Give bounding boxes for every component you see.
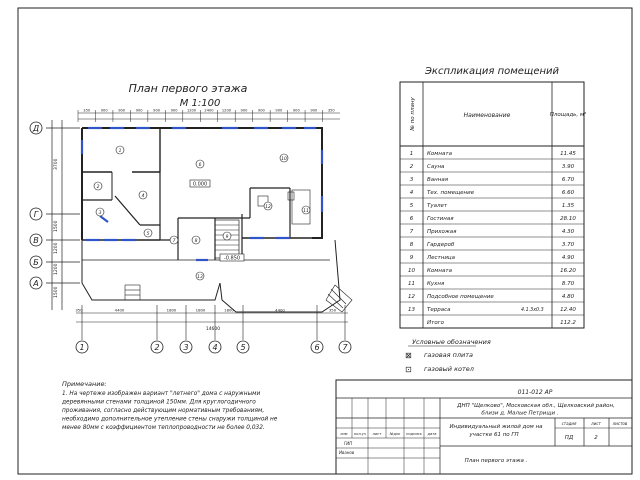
axis-number: 4	[212, 343, 218, 352]
plan-title: План первого этажа	[128, 82, 248, 95]
legend-label: газовая плита	[424, 351, 474, 359]
axis-letter: В	[33, 236, 39, 245]
floor-mark: 0.000	[192, 181, 208, 188]
row-num: 8	[409, 242, 414, 249]
stamp-label-stage: стадия	[561, 421, 577, 426]
axis-letter: А	[33, 279, 39, 288]
top-dim: 900	[118, 108, 126, 113]
left-dimension-labels	[53, 158, 59, 298]
row-area: 3.90	[561, 164, 575, 171]
bottom-axes	[76, 341, 351, 353]
header-name: Наименование	[463, 112, 511, 119]
row-num: 3	[409, 177, 414, 184]
axis-number: 3	[183, 343, 189, 352]
row-area: 112.2	[560, 320, 576, 327]
row-area: 4.30	[561, 229, 575, 236]
stamp-column-headers	[341, 432, 437, 436]
left-dim: 3700	[54, 158, 59, 170]
bottom-dim: 350	[328, 307, 337, 313]
row-num: 2	[409, 164, 414, 171]
legend-label: газовый котел	[424, 365, 474, 373]
row-area: 8.70	[561, 281, 575, 288]
bottom-dim: 1800	[224, 307, 234, 313]
stamp-col: изм	[340, 432, 348, 436]
top-dim: 1200	[186, 108, 197, 113]
stamp-col: лист	[372, 432, 382, 436]
room-mark: 12	[265, 205, 271, 210]
row-name: Тех. помещение	[427, 190, 475, 197]
stamp-col: дата	[427, 432, 437, 436]
gas-boiler-icon: ⊡	[405, 365, 412, 374]
room-mark: 1	[118, 149, 122, 154]
room-mark: 4	[141, 194, 145, 199]
top-dim: 1200	[221, 108, 232, 113]
left-dim: 1200	[54, 263, 59, 275]
explication-title: Экспликация помещений	[424, 66, 560, 77]
room-mark: 11	[303, 209, 309, 214]
row-name: Гостиная	[427, 216, 454, 223]
row-name: Сауна	[427, 164, 445, 171]
top-dim: 900	[292, 108, 300, 113]
axis-number: 2	[154, 343, 160, 352]
left-dim: 1500	[54, 220, 59, 232]
bottom-dim: 4400	[275, 307, 285, 313]
row-num: 13	[408, 307, 415, 314]
stamp-col: №док	[389, 432, 401, 436]
stamp-label-listov: листов	[612, 421, 628, 426]
stamp-col: кол.уч	[353, 432, 367, 436]
gas-stove-icon: ⊠	[405, 351, 412, 360]
room-mark: 2	[96, 185, 100, 190]
stamp-col: подпись	[406, 432, 422, 436]
top-dim: 2400	[204, 108, 214, 113]
top-dim: 900	[240, 108, 248, 113]
row-area: 4.90	[561, 255, 575, 262]
row-name: Итого	[427, 320, 444, 327]
row-num: 1	[409, 151, 414, 158]
row-num: 5	[409, 203, 414, 210]
row-name: Комната	[427, 268, 452, 275]
room-mark: 7	[172, 239, 176, 244]
row-area: 11.45	[560, 151, 576, 158]
stamp-label-list: лист	[591, 421, 601, 426]
room-mark: 8	[194, 239, 198, 244]
row-num: 10	[408, 268, 415, 275]
top-dim: 350	[327, 108, 335, 113]
floor-plan	[82, 128, 352, 312]
top-dim: 900	[153, 108, 161, 113]
top-dimensions	[78, 113, 340, 119]
note-line: проживания, согласно действующим нормативным требованиям,	[62, 408, 265, 414]
plan-scale: М 1:100	[179, 98, 221, 109]
row-name: Прихожая	[427, 229, 457, 236]
row-num: 6	[409, 216, 414, 223]
stamp-org-line1: ДНП "Щелково", Московская обл., Щелковский район,	[457, 403, 615, 409]
row-name: Туалет	[427, 203, 448, 210]
left-axes	[46, 120, 80, 310]
row-area: 16.20	[560, 268, 576, 275]
axis-number: 6	[314, 343, 320, 352]
room-mark: 9	[225, 235, 229, 240]
row-name: Подсобное помещение	[427, 294, 494, 301]
room-mark: 13	[197, 275, 203, 280]
notes-title: Примечание:	[62, 380, 107, 388]
row-area: 1.35	[561, 203, 575, 210]
row-name: Кухня	[427, 281, 445, 288]
left-dim: 1200	[54, 242, 59, 254]
row-name: Ванная	[427, 177, 449, 184]
axis-letter: Б	[33, 258, 39, 267]
stamp-stage-value: ПД	[564, 435, 574, 441]
axis-letter: Г	[33, 210, 39, 219]
row-area: 6.70	[561, 177, 575, 184]
stamp-list-value: 2	[594, 435, 598, 441]
row-num: 4	[409, 190, 414, 197]
row-num: 7	[409, 229, 414, 236]
legend-item-gas-boiler	[405, 365, 474, 374]
room-mark: 3	[98, 211, 102, 216]
bottom-dim: 1800	[166, 307, 177, 313]
stamp-object-line1: Индивидуальный жилой дом на	[449, 424, 543, 430]
stamp-object-line2: участке 61 по ГП	[469, 432, 519, 438]
top-dim: 900	[257, 108, 265, 113]
bottom-dim: 4400	[114, 307, 125, 313]
stamp-sheet-title: План первого этажа .	[464, 458, 528, 464]
top-dim: 900	[135, 108, 143, 113]
top-dim: 900	[310, 108, 318, 113]
room-mark: 6	[198, 163, 202, 168]
row-area: 6.60	[561, 190, 575, 197]
axis-number: 5	[240, 343, 246, 352]
top-dim: 350	[83, 108, 91, 113]
left-dim: 1500	[54, 286, 59, 298]
row-extra: 4.1.3х0.3	[521, 308, 544, 314]
axis-letter: Д	[32, 124, 40, 133]
floor-mark: -0.850	[223, 255, 241, 262]
note-line: деревянными стенами толщиной 150мм. Для круглогодичного	[62, 399, 256, 406]
row-name: Гардероб	[427, 242, 455, 249]
top-dim: 900	[170, 108, 178, 113]
axis-number: 1	[79, 343, 85, 352]
explication-rows	[400, 151, 584, 326]
row-num: 11	[408, 281, 415, 288]
row-area: 12.40	[560, 307, 576, 314]
note-line: менее 80мм с коэффициентом теплопроводности не более 0,032.	[62, 425, 265, 431]
top-dim: 900	[100, 108, 108, 113]
bottom-dim: 350	[75, 307, 83, 313]
note-line: необходимо дополнительное утепление стены снаружи толщиной не	[62, 416, 278, 423]
row-num: 12	[408, 294, 415, 301]
row-area: 3.70	[561, 242, 575, 249]
legend-item-gas-stove	[405, 351, 473, 360]
row-name: Лестница	[427, 255, 456, 262]
row-num: 9	[409, 255, 414, 262]
left-axis-labels	[30, 122, 42, 289]
row-area: 28.10	[560, 216, 576, 223]
level-marks	[190, 180, 244, 262]
stamp-org-line2: близи д. Малые Петрищи .	[481, 410, 559, 417]
top-dim: 900	[275, 108, 283, 113]
room-mark: 5	[146, 232, 150, 237]
row-name: Комната	[427, 151, 452, 158]
bottom-total: 14600	[205, 327, 221, 332]
notes-text	[61, 391, 278, 431]
header-area: Площадь, м²	[549, 112, 587, 118]
stamp-code: 011-012 АР	[517, 389, 553, 396]
stamp-gip: ГИП	[344, 441, 353, 446]
header-num: № по плану	[410, 97, 416, 131]
stamp-razrab: Иванов	[339, 450, 355, 455]
note-line: 1. На чертеже изображен вариант "летнего" дома с наружными	[62, 391, 261, 397]
room-mark: 10	[281, 157, 287, 162]
row-area: 4.80	[561, 294, 575, 301]
axis-number: 7	[342, 343, 348, 352]
top-dimension-labels	[78, 109, 335, 123]
legend-title: Условные обозначения	[412, 338, 491, 346]
bottom-dim: 1800	[195, 307, 206, 313]
row-name: Терраса	[427, 307, 451, 314]
